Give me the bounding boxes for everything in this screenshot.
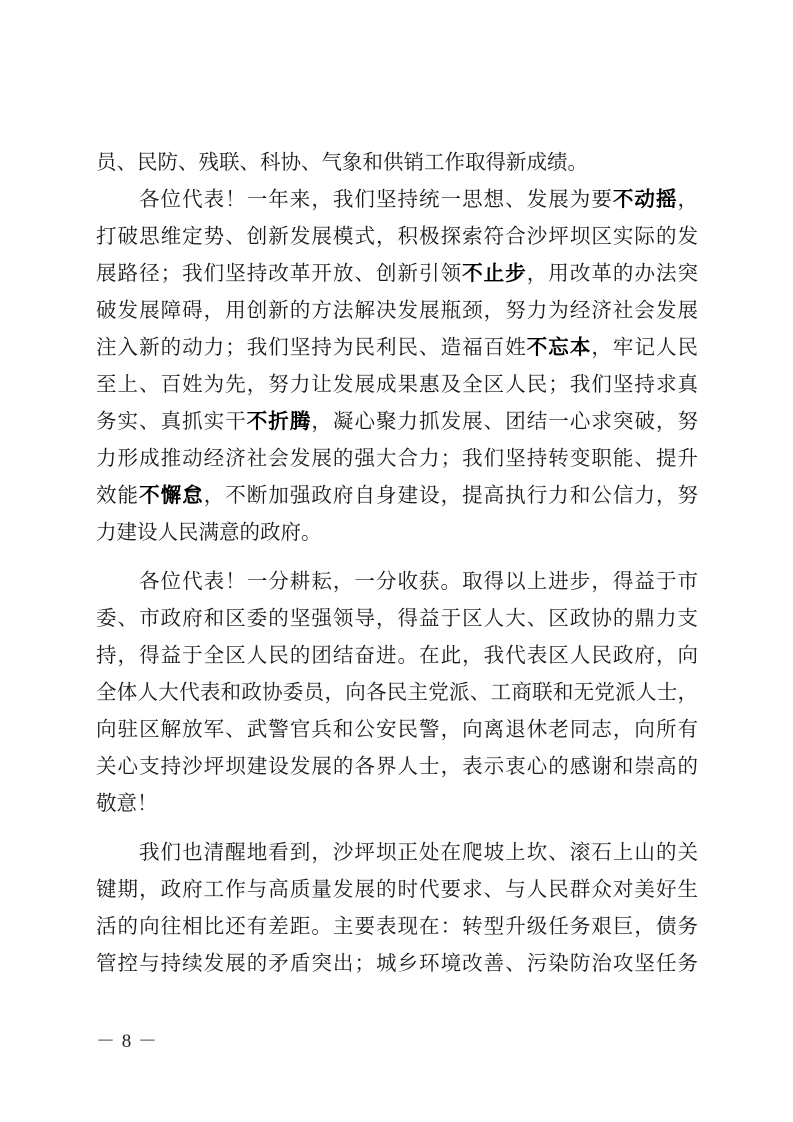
text-line [96,144,698,181]
text-line [96,785,698,822]
emphasis-text: 不动摇 [612,187,678,211]
page-number: － 8 － [96,1031,159,1052]
text-segment: ，用改革的办法突 [526,261,699,285]
text-line [96,871,698,908]
text-segment: 持，得益于全区人民的团结奋进。在此，我代表区人民政府，向 [96,643,698,667]
text-line [139,834,698,871]
text-segment: 员、民防、残联、科协、气象和供销工作取得新成绩。 [96,150,588,174]
text-segment: 展路径；我们坚持改革开放、创新引领 [96,261,463,285]
text-line [96,637,698,674]
text-segment: 至上、百姓为先，努力让发展成果惠及全区人民；我们坚持求真 [96,372,698,396]
text-line [96,403,698,440]
text-segment: 敬意！ [96,791,158,815]
emphasis-text: 不懈怠 [139,483,204,507]
text-segment: 破发展障碍，用创新的方法解决发展瓶颈，努力为经济社会发展 [96,298,698,322]
text-line [96,440,698,477]
text-segment: 效能 [96,483,140,507]
text-segment: 注入新的动力；我们坚持为民利民、造福百姓 [96,335,527,359]
text-line [96,908,698,945]
text-segment: 打破思维定势、创新发展模式，积极探索符合沙坪坝区实际的发 [96,224,698,248]
text-segment: ，牢记人民 [591,335,699,359]
text-line [96,748,698,785]
text-segment: 委、市政府和区委的坚强领导，得益于区人大、区政协的鼎力支 [96,606,698,630]
text-line [96,945,698,982]
text-segment: 各位代表！一年来，我们坚持统一思想、发展为要 [139,187,613,211]
text-line [96,477,698,514]
text-line [139,563,698,600]
text-line [96,292,698,329]
text-segment: 全体人大代表和政协委员，向各民主党派、工商联和无党派人士， [96,680,698,704]
text-line [96,255,698,292]
text-segment: ，凝心聚力抓发展、团结一心求突破，努 [311,409,699,433]
text-segment: 力建设人民满意的政府。 [96,520,322,544]
text-segment: 力形成推动经济社会发展的强大合力；我们坚持转变职能、提升 [96,446,698,470]
emphasis-text: 不折腾 [246,409,312,433]
text-line [96,514,698,551]
text-segment: 键期，政府工作与高质量发展的时代要求、与人民群众对美好生 [96,877,698,901]
text-segment: 关心支持沙坪坝建设发展的各界人士，表示衷心的感谢和崇高的 [96,754,698,778]
text-segment: 务实、真抓实干 [96,409,247,433]
text-segment: ， [677,187,699,211]
text-line [96,329,698,366]
text-line [96,674,698,711]
text-segment: 各位代表！一分耕耘，一分收获。取得以上进步，得益于市 [139,569,698,593]
text-segment: 活的向往相比还有差距。主要表现在：转型升级任务艰巨，债务 [96,914,698,938]
text-line [139,181,698,218]
text-segment: 管控与持续发展的矛盾突出；城乡环境改善、污染防治攻坚任务 [96,951,698,975]
text-segment: ，不断加强政府自身建设，提高执行力和公信力，努 [203,483,699,507]
text-line [96,366,698,403]
text-segment: 我们也清醒地看到，沙坪坝正处在爬坡上坎、滚石上山的关 [139,840,698,864]
emphasis-text: 不止步 [462,261,527,285]
emphasis-text: 不忘本 [526,335,592,359]
text-line [96,600,698,637]
text-line [96,218,698,255]
text-segment: 向驻区解放军、武警官兵和公安民警，向离退休老同志，向所有 [96,717,698,741]
text-line [96,711,698,748]
